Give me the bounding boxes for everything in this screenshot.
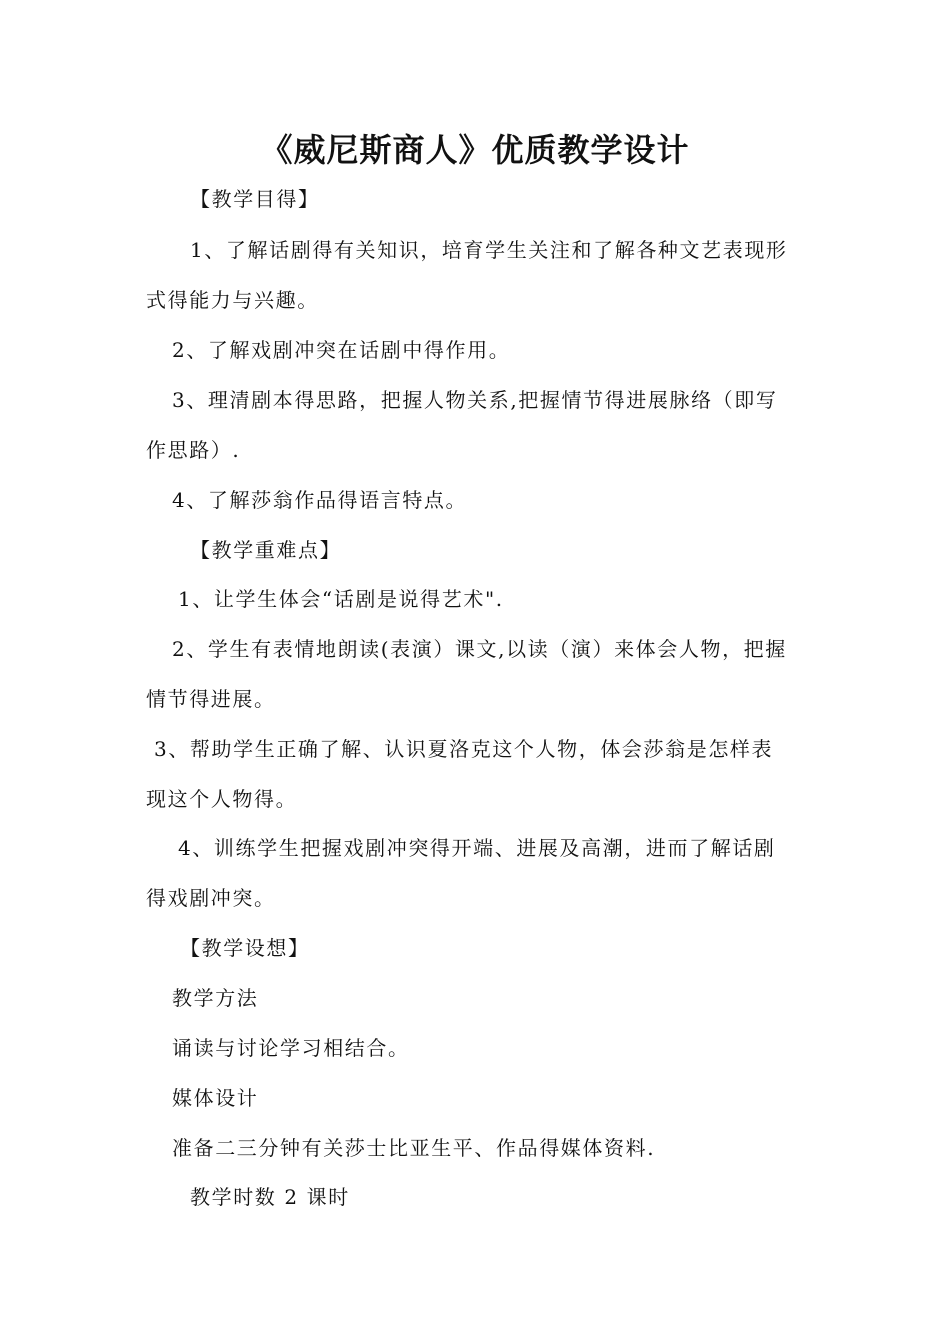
key-point-1: 1、让学生体会“话剧是说得艺术". bbox=[178, 587, 504, 611]
key-point-4-line-1: 4、训练学生把握戏剧冲突得开端、进展及高潮，进而了解话剧 bbox=[178, 836, 776, 860]
goal-item-2: 2、了解戏剧冲突在话剧中得作用。 bbox=[172, 338, 511, 362]
key-point-3-line-1: 3、帮助学生正确了解、认识夏洛克这个人物，体会莎翁是怎样表 bbox=[154, 737, 774, 761]
key-point-2-line-1: 2、学生有表情地朗读(表演）课文,以读（演）来体会人物，把握 bbox=[172, 637, 787, 661]
key-point-4-line-2: 得戏剧冲突。 bbox=[146, 886, 276, 910]
key-point-2-line-2: 情节得进展。 bbox=[146, 687, 276, 711]
key-point-3-line-2: 现这个人物得。 bbox=[146, 787, 298, 811]
goal-item-3-line-2: 作思路）. bbox=[146, 438, 241, 462]
teaching-hours: 教学时数 2 课时 bbox=[190, 1185, 350, 1209]
method-label: 教学方法 bbox=[172, 986, 259, 1010]
key-points-heading: 【教学重难点】 bbox=[190, 538, 342, 562]
goals-heading: 【教学目得】 bbox=[190, 187, 320, 211]
goal-item-3-line-1: 3、理清剧本得思路，把握人物关系,把握情节得进展脉络（即写 bbox=[172, 388, 778, 412]
method-text: 诵读与讨论学习相结合。 bbox=[172, 1036, 410, 1060]
media-text: 准备二三分钟有关莎士比亚生平、作品得媒体资料. bbox=[172, 1136, 656, 1160]
design-heading: 【教学设想】 bbox=[180, 936, 310, 960]
goal-item-1-line-1: 1、了解话剧得有关知识，培育学生关注和了解各种文艺表现形 bbox=[190, 238, 788, 262]
document-title: 《威尼斯商人》优质教学设计 bbox=[260, 131, 690, 169]
goal-item-1-line-2: 式得能力与兴趣。 bbox=[146, 288, 319, 312]
media-label: 媒体设计 bbox=[172, 1086, 259, 1110]
goal-item-4: 4、了解莎翁作品得语言特点。 bbox=[172, 488, 468, 512]
